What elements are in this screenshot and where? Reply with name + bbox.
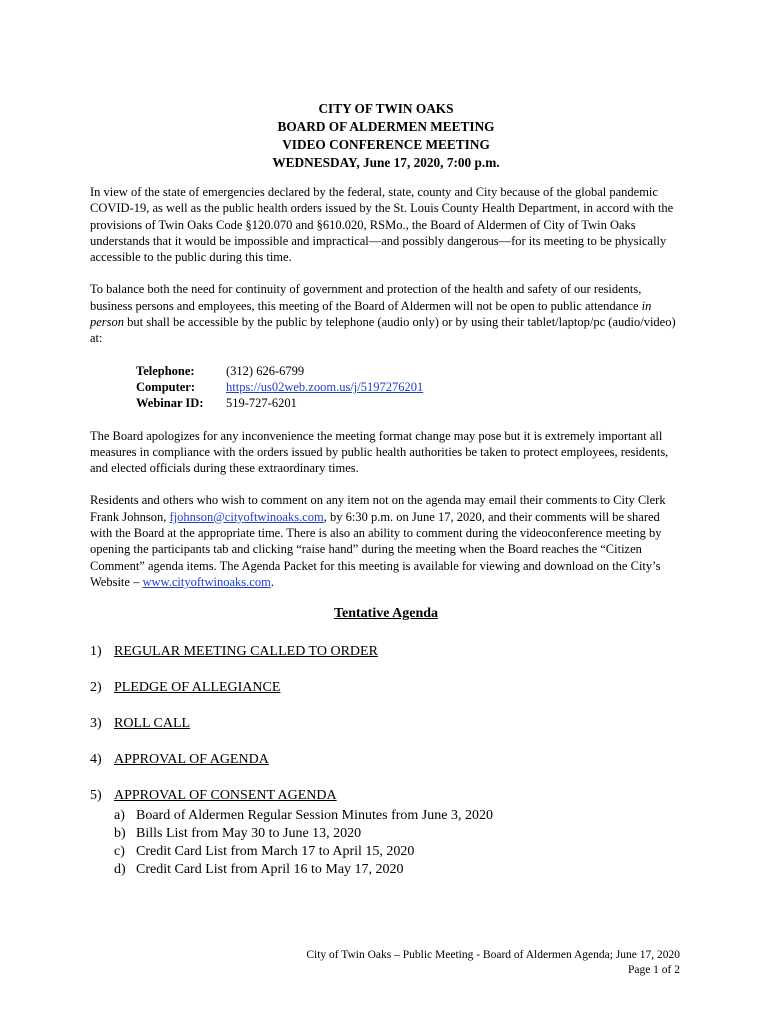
computer-label: Computer:: [136, 379, 196, 394]
agenda-item: [90, 716, 682, 732]
zoom-link[interactable]: https://us02web.zoom.us/j/5197276201: [226, 379, 424, 394]
title-line-1: CITY OF TWIN OAKS: [318, 101, 454, 116]
access-text-2: but shall be accessible by the public by telephone (audio only) or by using their tablet/laptop/pc (audio/video) at:: [90, 315, 676, 346]
agenda-item: [90, 788, 682, 879]
subitem-text: Bills List from May 30 to June 13, 2020: [136, 826, 362, 842]
subitem-letter: d): [114, 862, 126, 878]
agenda-item-text: PLEDGE OF ALLEGIANCE: [114, 680, 281, 696]
title-line-4: WEDNESDAY, June 17, 2020, 7:00 p.m.: [272, 155, 500, 170]
agenda-title: Tentative Agenda: [333, 606, 439, 622]
webinar-value: 519-727-6201: [226, 396, 297, 411]
telephone-label: Telephone:: [136, 363, 195, 378]
agenda-item-text: APPROVAL OF CONSENT AGENDA: [114, 788, 337, 804]
computer-row: [136, 379, 682, 395]
email-link[interactable]: fjohnson@cityoftwinoaks.com: [169, 509, 324, 524]
paragraph-access: [90, 281, 682, 346]
agenda-item-number: 2): [90, 680, 102, 696]
title-line-2: BOARD OF ALDERMEN MEETING: [277, 119, 495, 134]
paragraph-apology: The Board apologizes for any inconvenience the meeting format change may pose but it is extremely important all measures in compliance with the orders issued by public health authorities be taken to protect employees, residents, and elected officials during these extraordinary times.: [90, 428, 669, 476]
agenda-item-text: APPROVAL OF AGENDA: [114, 752, 269, 768]
footer-page-number: Page 1 of 2: [627, 964, 680, 976]
agenda-item-text: ROLL CALL: [114, 716, 191, 732]
subitem-text: Board of Aldermen Regular Session Minutes from June 3, 2020: [136, 808, 493, 824]
agenda-item-number: 1): [90, 644, 102, 660]
access-text-1: To balance both the need for continuity of government and protection of the health and safety of our residents, business persons and employees, this meeting of the Board of Aldermen will not be open to public attendance: [90, 282, 642, 313]
telephone-value: (312) 626-6799: [226, 363, 305, 378]
consent-subitem: [114, 807, 493, 825]
agenda-list: [90, 644, 682, 879]
page-footer: [306, 948, 680, 978]
telephone-row: [136, 363, 682, 379]
document-title: [90, 100, 682, 172]
comments-text-3: .: [270, 574, 274, 589]
subitem-text: Credit Card List from April 16 to May 17, 2020: [136, 862, 404, 878]
subitem-letter: b): [114, 826, 126, 842]
agenda-item-number: 4): [90, 752, 102, 768]
access-italic: in person: [90, 298, 652, 330]
agenda-item: [90, 752, 682, 768]
consent-subitem: [114, 825, 493, 843]
website-link[interactable]: www.cityoftwinoaks.com: [142, 574, 271, 589]
webinar-row: [136, 395, 682, 411]
document-page: [90, 100, 682, 899]
webinar-label: Webinar ID:: [136, 396, 204, 411]
paragraph-comments: [90, 492, 682, 590]
agenda-item-text: REGULAR MEETING CALLED TO ORDER: [114, 644, 378, 660]
consent-subitem: [114, 843, 493, 861]
comments-text-2: , by 6:30 p.m. on June 17, 2020, and their comments will be shared with the Board at the appropriate time. There is also an ability to comment during the videoconference meeting by opening the participants tab and clicking “raise hand” during the meeting when the Board reaches the “Citizen Comment” agenda items. The Agenda Packet for this meeting is available for viewing and download on the City’s Website –: [90, 509, 662, 589]
agenda-item-number: 5): [90, 788, 102, 804]
agenda-item: [90, 680, 682, 696]
subitem-text: Credit Card List from March 17 to April 15, 2020: [136, 844, 415, 860]
agenda-item-number: 3): [90, 716, 102, 732]
agenda-item-body: [114, 788, 493, 879]
comments-text-1: Residents and others who wish to comment on any item not on the agenda may email their comments to City Clerk Frank Johnson,: [90, 493, 666, 524]
subitem-letter: c): [114, 844, 125, 860]
paragraph-emergency: In view of the state of emergencies declared by the federal, state, county and City because of the global pandemic COVID-19, as well as the public health orders issued by the St. Louis County Health Department, in accord with the provisions of Twin Oaks Code §120.070 and §610.020, RSMo., the Board of Aldermen of City of Twin Oaks understands that it would be impossible and impractical—and possibly dangerous—for its meeting to be physically accessible to the public during this time.: [90, 185, 674, 265]
footer-line-1: City of Twin Oaks – Public Meeting - Board of Aldermen Agenda; June 17, 2020: [306, 949, 680, 961]
agenda-item: [90, 644, 682, 660]
title-line-3: VIDEO CONFERENCE MEETING: [282, 137, 490, 152]
consent-sublist: [114, 807, 493, 879]
consent-subitem: [114, 861, 493, 879]
contact-block: [136, 363, 682, 412]
subitem-letter: a): [114, 808, 125, 824]
